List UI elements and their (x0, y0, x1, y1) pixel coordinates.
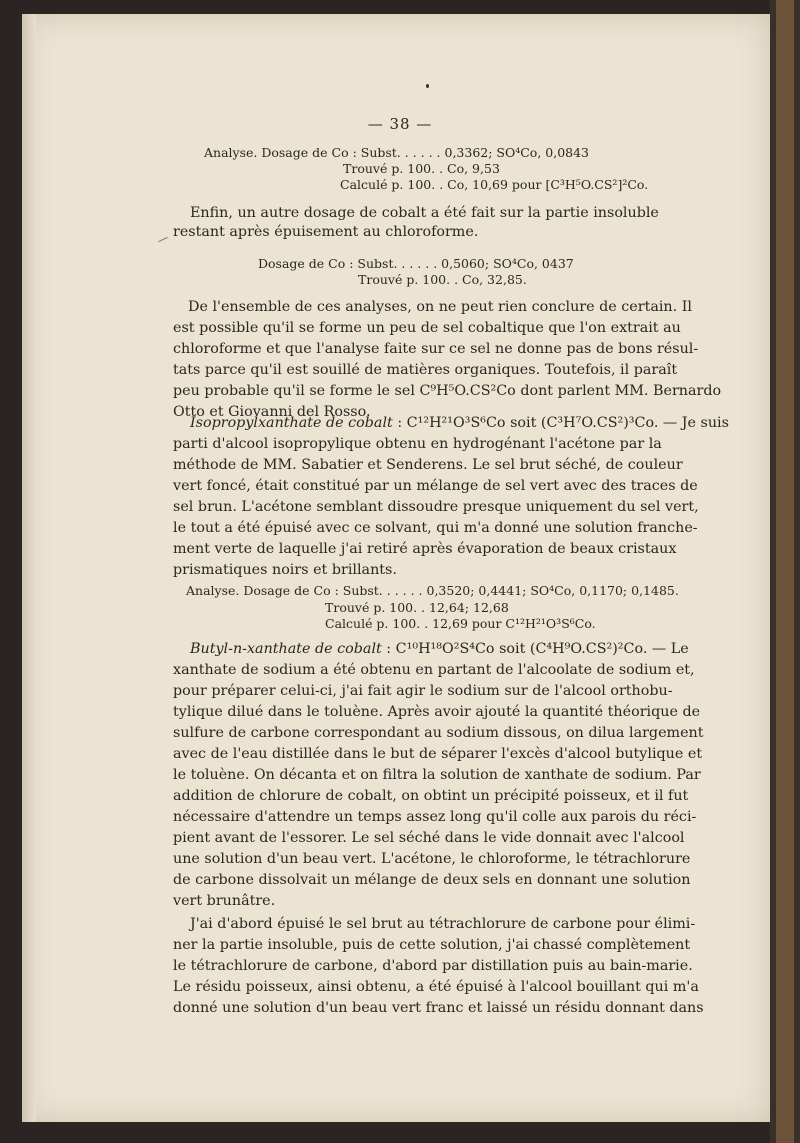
paragraph-line: le tétrachlorure de carbone, d'abord par distillation puis au bain-marie. (173, 958, 693, 974)
paragraph-line (190, 415, 729, 431)
paragraph-line: chloroforme et que l'analyse faite sur ce sel ne donne pas de bons résul- (173, 341, 699, 357)
paragraph-line: J'ai d'abord épuisé le sel brut au tétrachlorure de carbone pour élimi- (190, 916, 696, 932)
page-number: — 38 — (367, 115, 433, 133)
paragraph-line: peu probable qu'il se forme le sel C⁹H⁵O.CS²Co dont parlent MM. Bernardo (173, 383, 722, 399)
analysis-2-line: Dosage de Co : Subst. . . . . . 0,5060; SO⁴Co, 0437 (258, 256, 574, 271)
paragraph-line: sulfure de carbone correspondant au sodium dissous, on dilua largement (173, 725, 704, 741)
paragraph-line (190, 641, 689, 657)
analysis-1-line: Analyse. Dosage de Co : Subst. . . . . . 0,3362; SO⁴Co, 0,0843 (204, 145, 590, 160)
paragraph-line: vert brunâtre. (173, 893, 276, 909)
analysis-1-line: Calculé p. 100. . Co, 10,69 pour [C³H⁵O.CS²]²Co. (340, 177, 649, 192)
formula-text: : C¹²H²¹O³S⁶Co soit (C³H⁷O.CS²)³Co. — Je suis (392, 415, 729, 431)
paragraph-line: de carbone dissolvait un mélange de deux sels en donnant une solution (173, 872, 691, 888)
section-title: Isopropylxanthate de cobalt (190, 415, 393, 431)
paragraph-line: nécessaire d'attendre un temps assez long qu'il colle aux parois du réci- (173, 809, 697, 825)
paragraph-line: De l'ensemble de ces analyses, on ne peut rien conclure de certain. Il (188, 299, 692, 315)
scan-border (770, 0, 800, 1143)
paragraph-line: addition de chlorure de cobalt, on obtint un précipité poisseux, et il fut (173, 788, 689, 804)
paragraph-line: ment verte de laquelle j'ai retiré après évaporation de beaux cristaux (173, 541, 677, 557)
formula-text: : C¹⁰H¹⁸O²S⁴Co soit (C⁴H⁹O.CS²)²Co. — Le (381, 641, 689, 657)
analysis-3-line: Calculé p. 100. . 12,69 pour C¹²H²¹O³S⁶Co. (325, 616, 596, 631)
paragraph-line: sel brun. L'acétone semblant dissoudre presque uniquement du sel vert, (173, 499, 699, 515)
scan-speck (426, 84, 429, 88)
paragraph-line: parti d'alcool isopropylique obtenu en hydrogénant l'acétone par la (173, 436, 662, 452)
page-binding-edge (22, 14, 36, 1122)
paragraph-line: pour préparer celui-ci, j'ai fait agir le sodium sur de l'alcool orthobu- (173, 683, 673, 699)
paragraph-line: prismatiques noirs et brillants. (173, 562, 397, 578)
analysis-3-line: Analyse. Dosage de Co : Subst. . . . . . 0,3520; 0,4441; SO⁴Co, 0,1170; 0,1485. (186, 583, 679, 598)
book-cover-edge (776, 0, 794, 1143)
paragraph-line: Enfin, un autre dosage de cobalt a été fait sur la partie insoluble (190, 205, 659, 221)
paragraph-line: pient avant de l'essorer. Le sel séché dans le vide donnait avec l'alcool (173, 830, 685, 846)
paragraph-line: Otto et Giovanni del Rosso. (173, 404, 371, 420)
paragraph-line: xanthate de sodium a été obtenu en partant de l'alcoolate de sodium et, (173, 662, 695, 678)
paragraph-line: ner la partie insoluble, puis de cette solution, j'ai chassé complètement (173, 937, 691, 953)
paragraph-line: le tout a été épuisé avec ce solvant, qui m'a donné une solution franche- (173, 520, 698, 536)
paragraph-line: donné une solution d'un beau vert franc et laissé un résidu donnant dans (173, 1000, 704, 1016)
paragraph-line: tylique dilué dans le toluène. Après avoir ajouté la quantité théorique de (173, 704, 701, 720)
paragraph-line: une solution d'un beau vert. L'acétone, le chloroforme, le tétrachlorure (173, 851, 691, 867)
section-title: Butyl-n-xanthate de cobalt (190, 641, 382, 657)
paragraph-line: le toluène. On décanta et on filtra la solution de xanthate de sodium. Par (173, 767, 701, 783)
paragraph-line: est possible qu'il se forme un peu de sel cobaltique que l'on extrait au (173, 320, 681, 336)
analysis-2-line: Trouvé p. 100. . Co, 32,85. (358, 272, 527, 287)
analysis-1-line: Trouvé p. 100. . Co, 9,53 (343, 161, 500, 176)
analysis-3-line: Trouvé p. 100. . 12,64; 12,68 (325, 600, 509, 615)
paragraph-line: méthode de MM. Sabatier et Senderens. Le sel brut séché, de couleur (173, 457, 683, 473)
paragraph-line: tats parce qu'il est souillé de matières organiques. Toutefois, il paraît (173, 362, 678, 378)
paragraph-line: restant après épuisement au chloroforme. (173, 224, 479, 240)
paragraph-line: Le résidu poisseux, ainsi obtenu, a été épuisé à l'alcool bouillant qui m'a (173, 979, 699, 995)
paragraph-line: avec de l'eau distillée dans le but de séparer l'excès d'alcool butylique et (173, 746, 703, 762)
paragraph-line: vert foncé, était constitué par un mélange de sel vert avec des traces de (173, 478, 698, 494)
